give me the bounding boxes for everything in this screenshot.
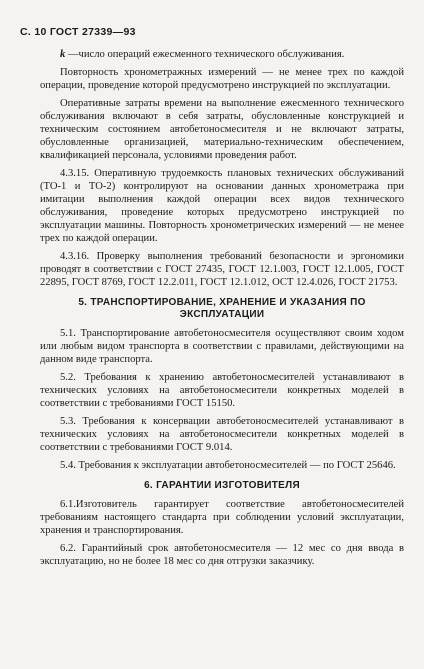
paragraph: 5.3. Требования к консервации автобетоносмесителей устанавливают в технических условиях на автобетоносмесители конкретных моделей в соответствии с требованиями ГОСТ 9.014. (40, 416, 404, 453)
paragraph: 4.3.16. Проверку выполнения требований безопасности и эргономики проводят в соответствии с ГОСТ 27435, ГОСТ 12.1.003, ГОСТ 12.1.005, ГОСТ 22895, ГОСТ 8769, ГОСТ 12.2.011, ГОСТ 12.1.012, ОСТ 12.4.026, ГОСТ 21753. (40, 251, 404, 288)
paragraph: 5.4. Требования к эксплуатации автобетоносмесителей — по ГОСТ 25646. (60, 460, 396, 471)
paragraph: 6.1.Изготовитель гарантирует соответствие автобетоносмесителей требованиям настоящего стандарта при соблюдении условий эксплуатации, хранения и транспортирования. (40, 499, 404, 536)
paragraph: Оперативные затраты времени на выполнение ежесменного технического обслуживания включают в себя затраты, обусловленные конструкцией и техническим состоянием автобетоносмесителя и не включают затраты, обусловленные организацией, материально-техническим обеспечением, квалификацией персонала, условиями проведения работ. (40, 98, 404, 161)
page-header: С. 10 ГОСТ 27339—93 (20, 26, 136, 38)
paragraph: Повторность хронометражных измерений — не менее трех по каждой операции, проведение которой предусмотрено инструкцией по эксплуатации. (40, 67, 404, 91)
k-symbol: k (60, 49, 66, 60)
paragraph: 5.2. Требования к хранению автобетоносмесителей устанавливают в технических условиях на автобетоносмесители конкретных моделей в соответствии с требованиями ГОСТ 15150. (40, 372, 404, 409)
section-5-title: 5. ТРАНСПОРТИРОВАНИЕ, ХРАНЕНИЕ И УКАЗАНИЯ ПО ЭКСПЛУАТАЦИИ (78, 297, 366, 320)
page-body (40, 48, 404, 573)
section-6-title: 6. ГАРАНТИИ ИЗГОТОВИТЕЛЯ (144, 480, 300, 491)
paragraph: 5.1. Транспортирование автобетоносмесителя осуществляют своим ходом или любым видом транспорта в соответствии с правилами, действующими на данном виде транспорта. (40, 328, 404, 365)
k-definition (40, 48, 404, 61)
paragraph: 4.3.15. Оперативную трудоемкость плановых технических обслуживаний (ТО-1 и ТО-2) контролируют на основании данных хронометража при имитации выполнения каждой операции всех видов технического обслуживания, проведение которых предусмотрено инструкцией по эксплуатации машины. Повторность хронометрических измерений — не менее трех по каждой операции. (40, 168, 404, 244)
paragraph: 6.2. Гарантийный срок автобетоносмесителя — 12 мес со дня ввода в эксплуатацию, но не более 18 мес со дня отгрузки заказчику. (40, 543, 404, 567)
k-definition-text: —число операций ежесменного технического обслуживания. (65, 49, 345, 60)
